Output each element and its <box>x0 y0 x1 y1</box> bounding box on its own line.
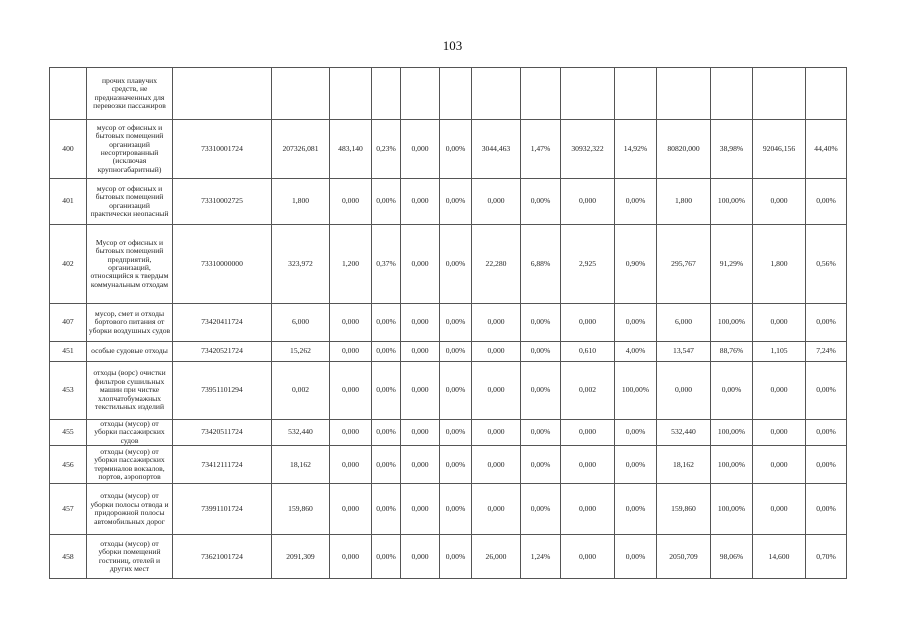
value-cell: 0,000 <box>330 420 372 446</box>
row-number-cell: 456 <box>50 446 87 484</box>
value-cell: 0,000 <box>472 446 521 484</box>
percent-cell: 0,00% <box>440 342 472 362</box>
value-cell: 0,000 <box>753 304 806 342</box>
total-amount-cell <box>272 68 330 120</box>
value-cell: 0,000 <box>401 342 440 362</box>
percent-cell: 0,00% <box>806 362 847 420</box>
table-row <box>50 362 847 420</box>
value-cell: 1,105 <box>753 342 806 362</box>
waste-name-cell: отходы (мусор) от уборки пассажирских терминалов вокзалов, портов, аэропортов <box>87 446 173 484</box>
total-amount-cell: 323,972 <box>272 225 330 304</box>
percent-cell: 0,00% <box>372 484 401 535</box>
percent-cell: 0,37% <box>372 225 401 304</box>
value-cell: 0,000 <box>330 362 372 420</box>
value-cell: 0,000 <box>561 304 615 342</box>
value-cell: 0,000 <box>472 179 521 225</box>
total-amount-cell: 0,002 <box>272 362 330 420</box>
fkko-code-cell: 73420521724 <box>173 342 272 362</box>
percent-cell: 0,00% <box>521 304 561 342</box>
percent-cell: 88,76% <box>711 342 753 362</box>
value-cell: 0,000 <box>330 179 372 225</box>
value-cell: 6,000 <box>657 304 711 342</box>
fkko-code-cell <box>173 68 272 120</box>
percent-cell: 0,00% <box>615 484 657 535</box>
table-row <box>50 420 847 446</box>
percent-cell: 0,00% <box>615 420 657 446</box>
percent-cell <box>615 68 657 120</box>
percent-cell: 91,29% <box>711 225 753 304</box>
percent-cell: 0,00% <box>521 484 561 535</box>
value-cell: 0,000 <box>561 179 615 225</box>
value-cell: 0,000 <box>753 179 806 225</box>
percent-cell: 0,00% <box>372 446 401 484</box>
row-number-cell: 455 <box>50 420 87 446</box>
percent-cell: 0,00% <box>440 484 472 535</box>
percent-cell: 0,00% <box>440 420 472 446</box>
waste-name-cell: отходы (мусор) от уборки пассажирских судов <box>87 420 173 446</box>
percent-cell: 0,00% <box>806 446 847 484</box>
row-number-cell: 453 <box>50 362 87 420</box>
percent-cell: 0,00% <box>440 304 472 342</box>
value-cell: 0,000 <box>561 484 615 535</box>
value-cell <box>330 68 372 120</box>
table-body <box>50 68 847 579</box>
value-cell <box>401 68 440 120</box>
percent-cell: 0,00% <box>806 484 847 535</box>
percent-cell: 0,00% <box>440 535 472 579</box>
fkko-code-cell: 73621001724 <box>173 535 272 579</box>
table-row <box>50 179 847 225</box>
percent-cell: 0,70% <box>806 535 847 579</box>
waste-name-cell: мусор от офисных и бытовых помещений организаций практически неопасный <box>87 179 173 225</box>
value-cell: 0,000 <box>330 342 372 362</box>
value-cell: 0,000 <box>401 304 440 342</box>
percent-cell: 100,00% <box>711 304 753 342</box>
table-row <box>50 342 847 362</box>
value-cell: 0,000 <box>330 304 372 342</box>
percent-cell: 0,00% <box>440 446 472 484</box>
value-cell: 0,000 <box>401 535 440 579</box>
value-cell: 0,000 <box>753 362 806 420</box>
value-cell: 14,600 <box>753 535 806 579</box>
total-amount-cell: 1,800 <box>272 179 330 225</box>
table-row <box>50 68 847 120</box>
percent-cell: 0,00% <box>521 446 561 484</box>
waste-name-cell: мусор, смет и отходы бортового питания от уборки воздушных судов <box>87 304 173 342</box>
percent-cell: 98,06% <box>711 535 753 579</box>
percent-cell: 44,40% <box>806 120 847 179</box>
row-number-cell: 457 <box>50 484 87 535</box>
value-cell: 1,200 <box>330 225 372 304</box>
percent-cell: 0,56% <box>806 225 847 304</box>
percent-cell: 0,00% <box>440 225 472 304</box>
percent-cell <box>521 68 561 120</box>
value-cell: 0,000 <box>472 420 521 446</box>
value-cell: 30932,322 <box>561 120 615 179</box>
percent-cell: 100,00% <box>615 362 657 420</box>
value-cell: 13,547 <box>657 342 711 362</box>
value-cell: 0,000 <box>401 446 440 484</box>
value-cell: 159,860 <box>657 484 711 535</box>
percent-cell <box>806 68 847 120</box>
row-number-cell: 407 <box>50 304 87 342</box>
value-cell: 0,000 <box>472 304 521 342</box>
value-cell: 0,000 <box>753 446 806 484</box>
percent-cell: 0,00% <box>615 304 657 342</box>
percent-cell: 1,47% <box>521 120 561 179</box>
table-row <box>50 120 847 179</box>
percent-cell: 0,00% <box>440 362 472 420</box>
value-cell: 0,000 <box>753 420 806 446</box>
total-amount-cell: 207326,081 <box>272 120 330 179</box>
percent-cell: 0,00% <box>806 420 847 446</box>
row-number-cell: 402 <box>50 225 87 304</box>
waste-name-cell: отходы (мусор) от уборки полосы отвода и придорожной полосы автомобильных дорог <box>87 484 173 535</box>
value-cell: 0,000 <box>472 362 521 420</box>
percent-cell: 0,00% <box>615 179 657 225</box>
waste-name-cell: прочих плавучих средств, не предназначенных для перевозки пассажиров <box>87 68 173 120</box>
fkko-code-cell: 73412111724 <box>173 446 272 484</box>
fkko-code-cell: 73991101724 <box>173 484 272 535</box>
percent-cell: 0,00% <box>372 304 401 342</box>
total-amount-cell: 159,860 <box>272 484 330 535</box>
value-cell: 18,162 <box>657 446 711 484</box>
value-cell: 1,800 <box>657 179 711 225</box>
percent-cell: 14,92% <box>615 120 657 179</box>
value-cell: 0,000 <box>561 420 615 446</box>
value-cell: 0,000 <box>657 362 711 420</box>
value-cell: 0,000 <box>561 446 615 484</box>
percent-cell: 0,00% <box>521 342 561 362</box>
fkko-code-cell: 73420511724 <box>173 420 272 446</box>
row-number-cell: 458 <box>50 535 87 579</box>
value-cell: 0,000 <box>401 420 440 446</box>
row-number-cell: 400 <box>50 120 87 179</box>
value-cell: 0,000 <box>401 225 440 304</box>
percent-cell: 100,00% <box>711 446 753 484</box>
value-cell: 0,000 <box>401 484 440 535</box>
table-row <box>50 484 847 535</box>
value-cell: 0,000 <box>753 484 806 535</box>
page-number: 103 <box>442 38 463 53</box>
percent-cell: 0,00% <box>372 342 401 362</box>
value-cell: 532,440 <box>657 420 711 446</box>
waste-name-cell: отходы (мусор) от уборки помещений гостиниц, отелей и других мест <box>87 535 173 579</box>
total-amount-cell: 6,000 <box>272 304 330 342</box>
row-number-cell: 401 <box>50 179 87 225</box>
percent-cell: 0,00% <box>711 362 753 420</box>
fkko-code-cell: 73310001724 <box>173 120 272 179</box>
percent-cell: 0,00% <box>521 362 561 420</box>
table-row <box>50 225 847 304</box>
fkko-code-cell: 73951101294 <box>173 362 272 420</box>
value-cell: 1,800 <box>753 225 806 304</box>
percent-cell: 0,00% <box>372 535 401 579</box>
waste-name-cell: мусор от офисных и бытовых помещений организаций несортированный (исключая крупногабаритный) <box>87 120 173 179</box>
row-number-cell <box>50 68 87 120</box>
percent-cell: 0,00% <box>615 446 657 484</box>
value-cell: 0,000 <box>472 342 521 362</box>
value-cell: 0,000 <box>330 535 372 579</box>
fkko-code-cell: 73420411724 <box>173 304 272 342</box>
percent-cell: 4,00% <box>615 342 657 362</box>
table-row <box>50 446 847 484</box>
percent-cell: 0,23% <box>372 120 401 179</box>
waste-name-cell: отходы (ворс) очистки фильтров сушильных машин при чистке хлопчатобумажных текстильных изделий <box>87 362 173 420</box>
value-cell: 0,000 <box>330 484 372 535</box>
percent-cell: 0,00% <box>615 535 657 579</box>
waste-name-cell: особые судовые отходы <box>87 342 173 362</box>
percent-cell: 0,00% <box>440 179 472 225</box>
percent-cell: 0,00% <box>440 120 472 179</box>
percent-cell: 0,00% <box>806 179 847 225</box>
value-cell: 0,002 <box>561 362 615 420</box>
fkko-code-cell: 73310002725 <box>173 179 272 225</box>
value-cell: 22,280 <box>472 225 521 304</box>
percent-cell: 0,00% <box>806 304 847 342</box>
percent-cell: 0,00% <box>372 362 401 420</box>
table-row <box>50 304 847 342</box>
percent-cell: 0,00% <box>521 179 561 225</box>
waste-report-table <box>49 67 847 579</box>
value-cell <box>657 68 711 120</box>
row-number-cell: 451 <box>50 342 87 362</box>
value-cell: 3044,463 <box>472 120 521 179</box>
value-cell <box>472 68 521 120</box>
value-cell: 26,000 <box>472 535 521 579</box>
percent-cell: 0,00% <box>372 179 401 225</box>
percent-cell: 1,24% <box>521 535 561 579</box>
value-cell: 0,000 <box>330 446 372 484</box>
fkko-code-cell: 73310000000 <box>173 225 272 304</box>
percent-cell: 0,00% <box>372 420 401 446</box>
value-cell: 295,767 <box>657 225 711 304</box>
value-cell: 0,610 <box>561 342 615 362</box>
value-cell <box>753 68 806 120</box>
total-amount-cell: 2091,309 <box>272 535 330 579</box>
total-amount-cell: 532,440 <box>272 420 330 446</box>
percent-cell <box>711 68 753 120</box>
value-cell: 483,140 <box>330 120 372 179</box>
value-cell: 0,000 <box>472 484 521 535</box>
percent-cell: 38,98% <box>711 120 753 179</box>
value-cell: 2050,709 <box>657 535 711 579</box>
percent-cell: 7,24% <box>806 342 847 362</box>
total-amount-cell: 15,262 <box>272 342 330 362</box>
percent-cell: 6,88% <box>521 225 561 304</box>
value-cell: 0,000 <box>561 535 615 579</box>
percent-cell: 0,90% <box>615 225 657 304</box>
waste-name-cell: Мусор от офисных и бытовых помещений предприятий, организаций, относящийся к твердым коммунальным отходам <box>87 225 173 304</box>
value-cell: 0,000 <box>401 120 440 179</box>
value-cell: 0,000 <box>401 362 440 420</box>
total-amount-cell: 18,162 <box>272 446 330 484</box>
value-cell: 92046,156 <box>753 120 806 179</box>
value-cell: 2,925 <box>561 225 615 304</box>
percent-cell: 100,00% <box>711 179 753 225</box>
percent-cell: 0,00% <box>521 420 561 446</box>
percent-cell: 100,00% <box>711 484 753 535</box>
value-cell: 0,000 <box>401 179 440 225</box>
percent-cell <box>440 68 472 120</box>
value-cell: 80820,000 <box>657 120 711 179</box>
percent-cell: 100,00% <box>711 420 753 446</box>
percent-cell <box>372 68 401 120</box>
value-cell <box>561 68 615 120</box>
table-row <box>50 535 847 579</box>
